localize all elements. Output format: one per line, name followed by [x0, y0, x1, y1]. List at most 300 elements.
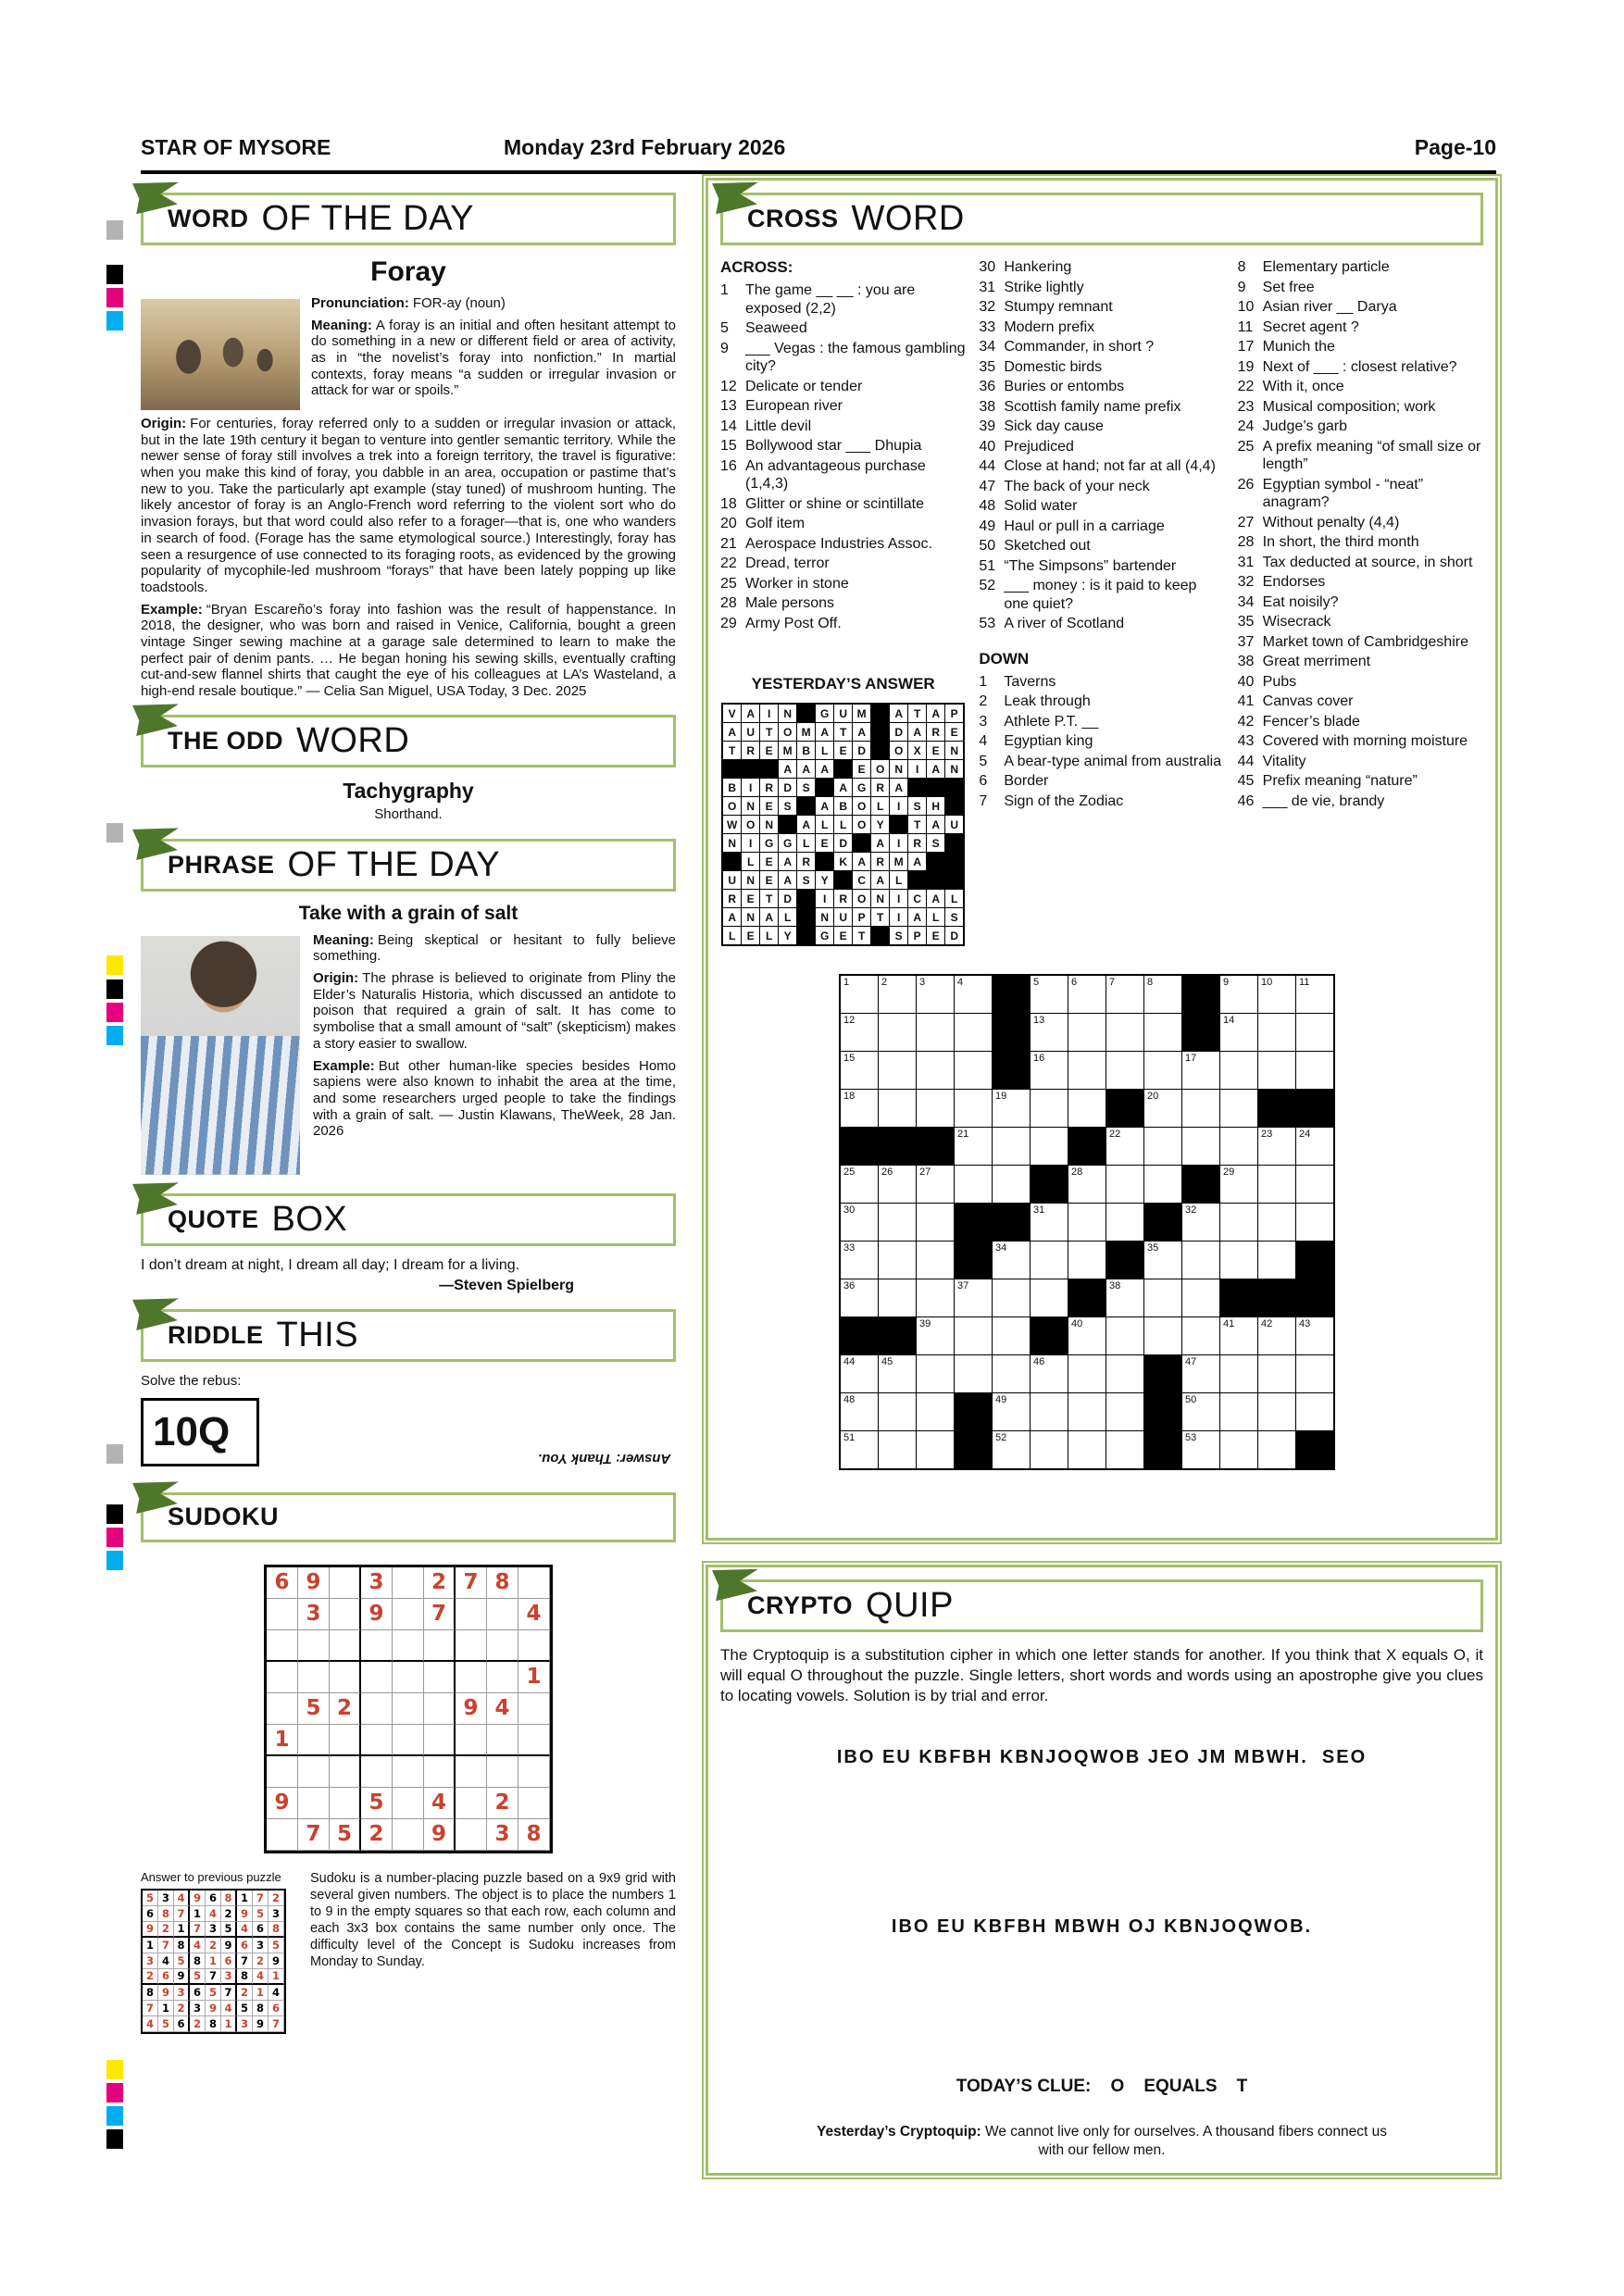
crossword-cell [993, 1166, 1030, 1203]
crossword-cell-number: 29 [1223, 1167, 1235, 1179]
sudoku-cell [393, 1630, 424, 1662]
clue-item [1238, 438, 1483, 474]
sudoku-cell [267, 1756, 298, 1788]
sudoku-answer-cell: 3 [269, 1906, 284, 1922]
crossword-cell [1220, 1128, 1257, 1165]
answer-grid-cell: B [834, 797, 852, 815]
crossword-cell [993, 1014, 1030, 1051]
odd-word-definition: Shorthand. [374, 805, 443, 822]
sudoku-answer-cell: 5 [158, 2016, 174, 2032]
sudoku-answer-cell: 5 [174, 1953, 190, 1969]
crossword-cell [1106, 1166, 1143, 1203]
crossword-cell [955, 976, 992, 1013]
answer-grid-cell: N [816, 908, 833, 926]
sudoku-cell [393, 1567, 424, 1599]
sudoku-answer-cell: 6 [206, 1890, 221, 1906]
sudoku-answer-cell: 4 [158, 1953, 174, 1969]
registration-mark-gray [106, 220, 123, 240]
sudoku-answer-cell: 2 [174, 2001, 190, 2016]
answer-grid-cell: A [760, 908, 778, 926]
clue-number: 37 [1237, 633, 1255, 650]
crossword-cell [879, 1431, 916, 1468]
sudoku-cell [330, 1725, 361, 1756]
sudoku-answer-cell: 9 [143, 1922, 158, 1938]
sudoku-cell [298, 1630, 330, 1662]
crossword-cell [1144, 1279, 1181, 1316]
clue-text: Male persons [745, 595, 835, 612]
answer-grid-cell: D [779, 890, 796, 907]
clue-text: Delicate or tender [745, 378, 863, 394]
clue-item [720, 378, 966, 396]
answer-grid-cell: E [927, 742, 944, 759]
answer-grid-cell: E [945, 723, 963, 741]
sudoku-answer-cell: 3 [174, 1985, 190, 2001]
sudoku-cell: 8 [487, 1567, 518, 1599]
crossword-cell [1258, 1242, 1295, 1279]
crossword-cell [879, 1090, 916, 1127]
down-clues-1 [979, 673, 1224, 811]
phrase-meaning-text: Being skeptical or hesitant to fully believe something. [313, 931, 676, 965]
sudoku-cell [267, 1662, 298, 1693]
word-of-the-day-section [141, 193, 676, 700]
crossword-cell [917, 1355, 954, 1392]
sudoku-cell [330, 1662, 361, 1693]
answer-grid-cell: U [723, 871, 741, 889]
sudoku-cell [424, 1725, 456, 1756]
answer-grid-cell: L [816, 742, 833, 759]
sudoku-answer-cell: 6 [190, 1985, 206, 2001]
registration-mark-gray [106, 823, 123, 842]
answer-grid-cell: Y [871, 816, 889, 833]
crossword-cell [1258, 1166, 1295, 1203]
crossword-cell [955, 1393, 992, 1430]
crossword-cell [1068, 1052, 1106, 1089]
clue-text: Vitality [1262, 753, 1306, 769]
header-light-text: QUIP [866, 1586, 954, 1625]
sudoku-answer-cell: 1 [206, 1953, 221, 1969]
clue-item [979, 537, 1224, 555]
sudoku-cell: 3 [298, 1599, 330, 1630]
clue-number: 27 [1237, 514, 1255, 530]
sudoku-answer-cell: 5 [143, 1890, 158, 1906]
word-of-day-word: Foray [370, 256, 446, 287]
sudoku-answer-cell: 9 [206, 2001, 221, 2016]
answer-grid-cell: A [853, 853, 870, 870]
sudoku-answer-cell: 7 [143, 2001, 158, 2016]
answer-grid-cell [890, 816, 907, 833]
crossword-cell [1296, 1052, 1333, 1089]
sudoku-answer-cell: 7 [269, 2016, 284, 2032]
answer-grid-cell: S [908, 797, 926, 815]
answer-grid-cell: A [908, 853, 926, 870]
newspaper-name: STAR OF MYSORE [141, 135, 331, 159]
clue-item [1238, 653, 1483, 671]
crossword-cell [1182, 1204, 1219, 1241]
sudoku-answer-cell: 9 [221, 1938, 237, 1953]
right-column [706, 178, 1498, 2176]
answer-grid-cell [797, 797, 815, 815]
clue-text: Athlete P.T. __ [1004, 713, 1099, 730]
clue-number: 9 [720, 340, 729, 356]
answer-grid-cell: G [779, 834, 796, 852]
header-bold-text: QUOTE [168, 1204, 259, 1233]
answer-grid-cell: O [890, 742, 907, 759]
clue-text: Golf item [745, 516, 806, 532]
word-of-the-day-header [141, 193, 676, 245]
sudoku-cell: 8 [518, 1819, 550, 1851]
crossword-cell [1068, 976, 1106, 1013]
crossword-cell [841, 1242, 878, 1279]
clue-number: 28 [720, 595, 737, 612]
sudoku-cell [361, 1725, 393, 1756]
clue-text: ___ money : is it paid to keep one quiet? [1004, 578, 1197, 612]
sudoku-cell [518, 1630, 550, 1662]
sudoku-answer-cell: 1 [221, 2016, 237, 2032]
crossword-cell [1258, 1279, 1295, 1316]
left-column [141, 193, 676, 2034]
clue-text: Sign of the Zodiac [1004, 792, 1124, 809]
crossword-cell [1258, 1393, 1295, 1430]
answer-grid-cell: D [853, 742, 870, 759]
header-bold-text: SUDOKU [168, 1503, 280, 1531]
clue-number: 50 [979, 538, 996, 555]
sudoku-cell [518, 1725, 550, 1756]
crossword-cell [1144, 1052, 1181, 1089]
answer-grid-cell: T [908, 816, 926, 833]
sudoku-cell [267, 1693, 298, 1725]
crossword-cell [1258, 1355, 1295, 1392]
sudoku-answer-cell: 7 [237, 1953, 253, 1969]
answer-grid-cell: D [779, 779, 796, 796]
sudoku-cell: 9 [267, 1788, 298, 1819]
sudoku-cell [393, 1725, 424, 1756]
answer-grid-cell: A [742, 705, 759, 722]
answer-grid-cell: A [871, 834, 889, 852]
clue-text: Dread, terror [745, 555, 830, 572]
crossword-cell [993, 1431, 1030, 1468]
answer-grid-cell: N [742, 908, 759, 926]
clue-number: 38 [1237, 654, 1255, 670]
answer-grid-cell: M [779, 742, 796, 759]
crossword-cell [1144, 1393, 1181, 1430]
sudoku-cell [393, 1756, 424, 1788]
clue-item [1238, 713, 1483, 731]
clue-text: Sketched out [1004, 538, 1091, 555]
crossword-cell [841, 1128, 878, 1165]
clue-text: Close at hand; not far at all (4,4) [1004, 458, 1216, 475]
answer-grid-cell: M [890, 853, 907, 870]
answer-grid-cell: A [816, 723, 833, 741]
answer-grid-cell [927, 853, 944, 870]
crossword-cell [917, 1204, 954, 1241]
answer-grid-cell: N [871, 890, 889, 907]
registration-mark-cyan [106, 311, 123, 331]
crossword-cell [993, 1204, 1030, 1241]
crossword-cell [1296, 1204, 1333, 1241]
clue-number: 53 [979, 616, 996, 632]
crossword-cell [1182, 1317, 1219, 1354]
example-label: Example: [141, 601, 203, 618]
crossword-cell [1258, 1090, 1295, 1127]
clue-item [720, 615, 966, 633]
crossword-cell [1182, 1393, 1219, 1430]
header-light-text: WORD [851, 199, 965, 238]
crossword-cell [1106, 976, 1143, 1013]
header-light-text: OF THE DAY [261, 199, 474, 238]
clue-number: 5 [979, 753, 988, 769]
answer-grid-cell: T [853, 927, 870, 944]
crossword-cell-number: 16 [1033, 1053, 1045, 1065]
crossword-cell [1106, 1204, 1143, 1241]
clue-item [979, 497, 1224, 516]
crossword-cell-number: 10 [1261, 977, 1273, 989]
crossword-cell [1068, 1393, 1106, 1430]
clue-number: 48 [979, 498, 996, 515]
crossword-cell-number: 40 [1071, 1318, 1083, 1330]
crossword-cell [1068, 1014, 1106, 1051]
clue-item [1238, 633, 1483, 652]
sudoku-cell [330, 1599, 361, 1630]
clue-text: Army Post Off. [745, 615, 842, 631]
crossword-cell [1068, 1355, 1106, 1392]
sudoku-answer-cell: 4 [190, 1938, 206, 1953]
clue-text: The back of your neck [1004, 478, 1150, 494]
crossword-cell [1031, 1014, 1068, 1051]
crossword-cell [1068, 1128, 1106, 1165]
sudoku-answer-cell: 7 [174, 1906, 190, 1922]
crossword-cell [1258, 1052, 1295, 1089]
origin-paragraph [141, 416, 676, 596]
riddle-prompt: Solve the rebus: [141, 1372, 242, 1389]
clue-item [720, 437, 966, 455]
clue-item [979, 753, 1224, 771]
clue-number: 17 [1237, 339, 1255, 356]
riddle-answer-upside-down: Answer: Thank You. [537, 1450, 670, 1466]
crossword-cell [1031, 1242, 1068, 1279]
answer-grid-cell: R [797, 853, 815, 870]
clue-number: 31 [1237, 554, 1255, 570]
answer-grid-cell: L [816, 816, 833, 833]
answer-grid-cell: R [742, 742, 759, 759]
down-label: DOWN [979, 649, 1030, 668]
crossword-cell [955, 1279, 992, 1316]
crossword-cell [1220, 1279, 1257, 1316]
sudoku-answer-cell: 5 [237, 2001, 253, 2016]
clue-number: 22 [1237, 379, 1255, 395]
clue-text: Set free [1262, 279, 1315, 295]
clue-number: 43 [1237, 733, 1255, 750]
clue-item [1238, 258, 1483, 277]
answer-grid-cell: L [723, 927, 741, 944]
sudoku-cell: 3 [487, 1819, 518, 1851]
answer-grid-cell: X [908, 742, 926, 759]
clue-number: 5 [720, 320, 729, 337]
crossword-cell [879, 1355, 916, 1392]
clue-item [1238, 418, 1483, 436]
sudoku-header [141, 1492, 676, 1542]
sudoku-answer-cell: 5 [190, 1969, 206, 1985]
crossword-cell-number: 49 [995, 1394, 1007, 1406]
clue-item [1238, 693, 1483, 711]
clue-number: 1 [979, 673, 988, 690]
clue-number: 40 [979, 438, 996, 455]
crossword-cell-number: 12 [843, 1015, 856, 1027]
crossword-cell [1182, 1242, 1219, 1279]
sudoku-cell [456, 1662, 487, 1693]
answer-grid-cell: A [779, 760, 796, 778]
crossword-cell [841, 1166, 878, 1203]
sudoku-cell [518, 1693, 550, 1725]
answer-grid-cell: K [834, 853, 852, 870]
clue-item [1238, 298, 1483, 317]
sudoku-cell [393, 1819, 424, 1851]
clue-text: Modern prefix [1004, 318, 1095, 335]
answer-grid-cell [927, 871, 944, 889]
crossword-cell-number: 17 [1185, 1053, 1197, 1065]
clue-item [1238, 279, 1483, 297]
down-clues-2 [1238, 258, 1483, 810]
phrase-of-the-day-section [141, 839, 676, 1179]
sudoku-answer-cell: 1 [143, 1938, 158, 1953]
sudoku-answer-cell: 2 [253, 1953, 269, 1969]
riddle-header [141, 1309, 676, 1362]
crossword-cell-number: 7 [1109, 977, 1116, 989]
crossword-cell [1220, 976, 1257, 1013]
crossword-cell-number: 47 [1185, 1356, 1197, 1368]
sudoku-answer-cell: 8 [206, 2016, 221, 2032]
answer-grid-cell: A [890, 779, 907, 796]
clue-number: 31 [979, 279, 996, 295]
crossword-cell [1296, 1128, 1333, 1165]
crossword-cell [993, 976, 1030, 1013]
sudoku-answer-cell: 2 [221, 1906, 237, 1922]
sudoku-cell: 2 [361, 1819, 393, 1851]
answer-grid-cell [908, 871, 926, 889]
clue-text: Market town of Cambridgeshire [1262, 633, 1468, 650]
clue-item [720, 555, 966, 573]
crossword-cell [1144, 976, 1181, 1013]
sudoku-cell [330, 1630, 361, 1662]
answer-grid-cell: O [853, 890, 870, 907]
registration-mark-black [106, 1504, 123, 1524]
clue-item [979, 358, 1224, 377]
crossword-cell [1144, 1128, 1181, 1165]
crossword-cell [1220, 1166, 1257, 1203]
clue-item [979, 457, 1224, 476]
sudoku-answer-cell: 7 [253, 1890, 269, 1906]
sudoku-cell [298, 1725, 330, 1756]
crossword-cell [1144, 1431, 1181, 1468]
clue-item [1238, 533, 1483, 552]
clue-number: 10 [1237, 299, 1255, 316]
crossword-cell-number: 39 [919, 1318, 931, 1330]
clue-item [979, 398, 1224, 417]
sudoku-answer-cell: 9 [190, 1890, 206, 1906]
clue-text: Fencer’s blade [1262, 713, 1360, 730]
answer-grid-cell: A [797, 816, 815, 833]
pronunciation-text: FOR-ay (noun) [412, 295, 506, 311]
clue-number: 39 [979, 418, 996, 435]
crossword-cell [1258, 1128, 1295, 1165]
sudoku-cell: 2 [330, 1693, 361, 1725]
clue-item [979, 792, 1224, 811]
crossword-cell [993, 1393, 1030, 1430]
crossword-cell-number: 6 [1071, 977, 1078, 989]
crossword-cell-number: 42 [1261, 1318, 1273, 1330]
masthead-rule [141, 170, 1496, 174]
crossword-section [706, 178, 1498, 1541]
phrase-example-text: But other human-like species besides Homo sapiens were also known to inhabit the area at the time, and some researchers urged people to take the findings with a grain of salt. — Justin Klawans, TheWeek, 28 Jan. 2026 [313, 1057, 676, 1140]
clue-number: 24 [1237, 418, 1255, 435]
registration-mark-cyan [106, 1026, 123, 1045]
crossword-cell [1220, 1052, 1257, 1089]
sudoku-cell [393, 1693, 424, 1725]
clue-item [979, 693, 1224, 711]
answer-grid-cell: S [779, 797, 796, 815]
answer-grid-cell [742, 760, 759, 778]
sudoku-cell [456, 1725, 487, 1756]
crossword-cell-number: 28 [1071, 1167, 1083, 1179]
clue-item [979, 615, 1224, 633]
sudoku-answer-cell: 6 [237, 1938, 253, 1953]
clue-item [979, 772, 1224, 791]
clue-text: Endorses [1262, 574, 1326, 591]
crossword-cell [1182, 1431, 1219, 1468]
crossword-cell-number: 23 [1261, 1129, 1273, 1141]
clue-text: Haul or pull in a carriage [1004, 518, 1165, 534]
sudoku-answer-cell: 4 [174, 1890, 190, 1906]
sudoku-answer-cell: 6 [269, 2001, 284, 2016]
answer-grid-cell: L [890, 871, 907, 889]
crossword-cell-number: 14 [1223, 1015, 1235, 1027]
clue-item [979, 279, 1224, 297]
answer-grid-cell: A [723, 723, 741, 741]
crossword-cell [879, 1317, 916, 1354]
answer-grid-cell [945, 853, 963, 870]
origin-text: For centuries, foray referred only to a sudden or irregular invasion or attack, but in the late 19th century it began to venture into gentler semantic territory. While the newer sense of foray still involves a trek into a foreign territory, the travel is figurative: when you make this kind of foray, you dabble in an area, occupation or pastime that’s new to you. Take the particularly apt example (stay tuned) of mushroom hunting. The likely ancestor of foray is an Anglo-French word referring to the violent sort who do invasion forays, but that word could also refer to a forager—that is, one who wanders in search of food. (Forage has the same etymological source.) Interestingly, foray has seen a resurgence of use connected to its foraging roots, as evidenced by the growing popularity of mycophile-led mushroom “forays” that have been lately popping up like toadstools. [141, 416, 676, 595]
registration-mark-yellow [106, 2060, 123, 2079]
clue-number: 46 [1237, 792, 1255, 809]
crossword-grid [839, 974, 1335, 1470]
crossword-cell [1258, 1317, 1295, 1354]
clue-column-1 [720, 258, 966, 946]
clue-item [720, 319, 966, 338]
crossword-cell [993, 1279, 1030, 1316]
crossword-cell-number: 53 [1185, 1432, 1197, 1444]
issue-date: Monday 23rd February 2026 [504, 135, 786, 159]
clue-text: Without penalty (4,4) [1262, 514, 1400, 530]
crossword-cell [1068, 1166, 1106, 1203]
sudoku-answer-cell: 9 [269, 1953, 284, 1969]
clue-text: Domestic birds [1004, 358, 1103, 375]
clue-number: 11 [1237, 318, 1254, 335]
crossword-cell [1031, 1355, 1068, 1392]
crossword-cell [1182, 1166, 1219, 1203]
clue-number: 22 [720, 555, 737, 572]
sudoku-cell: 9 [361, 1599, 393, 1630]
across-label: ACROSS: [720, 258, 793, 276]
header-light-text: WORD [296, 720, 410, 760]
sudoku-cell: 4 [487, 1693, 518, 1725]
clue-number: 25 [720, 575, 737, 592]
clue-number: 6 [979, 773, 988, 790]
answer-grid-cell: E [742, 890, 759, 907]
crossword-cell [917, 1014, 954, 1051]
crossword-cell [879, 1128, 916, 1165]
clue-text: “The Simpsons” bartender [1004, 557, 1177, 574]
clue-text: Eat noisily? [1262, 593, 1339, 610]
answer-grid-cell: A [797, 760, 815, 778]
